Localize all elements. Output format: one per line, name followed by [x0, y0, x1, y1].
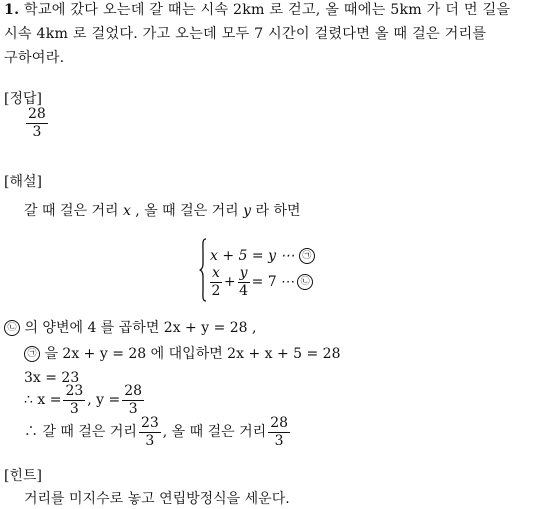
- answer-header: [정답]: [4, 91, 42, 107]
- var-x: x: [122, 203, 131, 219]
- step-4-text-b: , y =: [87, 392, 121, 409]
- answer-denominator: 3: [32, 123, 42, 140]
- solution-header: [해설]: [4, 174, 42, 190]
- eq2-frac1-den: 2: [211, 282, 221, 299]
- problem-text-2: 시속 4km 로 걸었다. 가고 오는데 모두 7 시간이 걸렸다면 올 때 걸은 거리를: [4, 26, 487, 42]
- step4-frac2-num: 28: [124, 383, 143, 399]
- eq2-plus: +: [223, 274, 236, 291]
- step-3: 3x = 23: [24, 370, 80, 386]
- step-4: [24, 384, 146, 416]
- step-2-text: 을 2x + y = 28 에 대입하면 2x + x + 5 = 28: [44, 346, 341, 362]
- intro-text-a: 갈 때 걸은 거리: [24, 203, 123, 219]
- answer-numerator: 28: [28, 106, 46, 122]
- step5-frac2-den: 3: [274, 432, 284, 449]
- step-5-text-a: ∴ 갈 때 걸은 거리: [24, 424, 137, 441]
- step4-frac1-den: 3: [69, 400, 79, 417]
- step-1: [4, 320, 257, 336]
- circle-mark-2-icon: ㉡: [297, 274, 313, 290]
- step-2: [24, 346, 341, 362]
- problem-number: 1.: [4, 2, 20, 18]
- equation-1: [210, 248, 315, 264]
- problem-line-1: [4, 3, 510, 17]
- eq2-frac2-den: 4: [239, 282, 249, 299]
- step5-frac2-num: 28: [270, 415, 289, 431]
- step4-frac1-num: 23: [65, 383, 84, 399]
- step4-frac2-den: 3: [128, 400, 138, 417]
- step-4-text-a: ∴ x =: [24, 392, 62, 409]
- hint-header: [힌트]: [4, 468, 42, 484]
- problem-text-3: 구하여라.: [4, 50, 65, 66]
- circle-mark-3-icon: ㉡: [4, 320, 20, 336]
- circle-mark-4-icon: ㉠: [24, 346, 40, 362]
- eq2-rest: = 7 ⋯: [251, 274, 296, 291]
- step-1-text: 의 양변에 4 를 곱하면 2x + y = 28 ,: [24, 320, 257, 336]
- step-5-text-b: , 올 때 걸은 거리: [162, 424, 267, 441]
- circle-mark-1-icon: ㉠: [299, 248, 315, 264]
- intro-text-c: 라 하면: [251, 203, 301, 219]
- intro-text-b: , 올 때 걸은 거리: [130, 203, 244, 219]
- hint-text: 거리를 미지수로 놓고 연립방정식을 세운다.: [24, 491, 290, 507]
- system-brace-icon: [199, 238, 207, 302]
- equation-2: [208, 266, 313, 298]
- step5-frac1-den: 3: [145, 432, 155, 449]
- step-5: [24, 416, 292, 448]
- equation-1-text: x + 5 = y ⋯: [210, 248, 295, 264]
- eq2-frac2-num: y: [239, 265, 248, 281]
- step5-frac1-num: 23: [140, 415, 159, 431]
- answer-fraction: [24, 107, 50, 139]
- solution-intro: [24, 204, 301, 218]
- eq2-frac1-num: x: [212, 265, 220, 281]
- var-y: y: [243, 203, 252, 219]
- problem-text-1: 학교에 갔다 오는데 갈 때는 시속 2km 로 걷고, 올 때에는 5km 가 더 먼 길을: [23, 2, 511, 18]
